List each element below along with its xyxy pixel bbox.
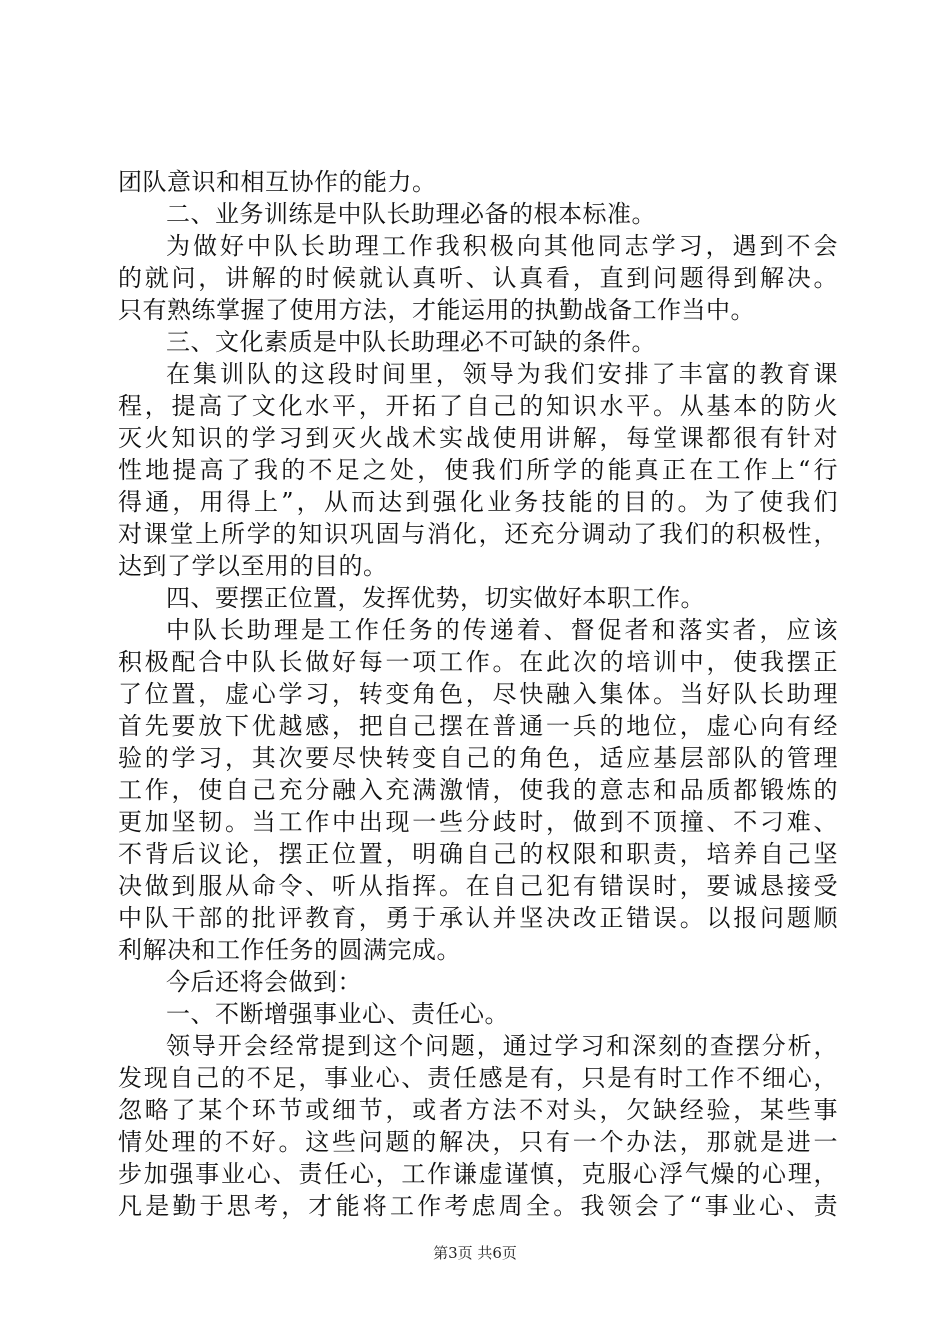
text-line: 验的学习，其次要尽快转变自己的角色，适应基层部队的管理 [118,744,838,772]
text-line: 凡是勤于思考，才能将工作考虑周全。我领会了“事业心、责 [118,1192,838,1220]
text-line: 领导开会经常提到这个问题，通过学习和深刻的查摆分析， [166,1032,838,1060]
text-line: 的就问，讲解的时候就认真听、认真看，直到问题得到解决。 [118,264,838,292]
section-heading: 三、文化素质是中队长助理必不可缺的条件。 [166,328,656,356]
text-line: 了位置，虚心学习，转变角色，尽快融入集体。当好队长助理 [118,680,838,708]
text-line: 利解决和工作任务的圆满完成。 [118,936,461,964]
text-line: 忽略了某个环节或细节，或者方法不对头，欠缺经验，某些事 [118,1096,838,1124]
text-line: 对课堂上所学的知识巩固与消化，还充分调动了我们的积极性， [118,520,838,548]
section-heading: 一、不断增强事业心、责任心。 [166,1000,509,1028]
text-line: 灭火知识的学习到灭火战术实战使用讲解，每堂课都很有针对 [118,424,838,452]
text-line: 程，提高了文化水平，开拓了自己的知识水平。从基本的防火 [118,392,838,420]
text-line: 团队意识和相互协作的能力。 [118,168,437,196]
text-line: 得通，用得上”，从而达到强化业务技能的目的。为了使我们 [118,488,838,516]
text-line: 工作，使自己充分融入充满激情，使我的意志和品质都锻炼的 [118,776,838,804]
text-line: 首先要放下优越感，把自己摆在普通一兵的地位，虚心向有经 [118,712,838,740]
text-line: 不背后议论，摆正位置，明确自己的权限和职责，培养自己坚 [118,840,838,868]
text-line: 步加强事业心、责任心，工作谦虚谨慎，克服心浮气燥的心理， [118,1160,838,1188]
text-line: 在集训队的这段时间里，领导为我们安排了丰富的教育课 [166,360,838,388]
text-line: 只有熟练掌握了使用方法，才能运用的执勤战备工作当中。 [118,296,755,324]
text-line: 情处理的不好。这些问题的解决，只有一个办法，那就是进一 [118,1128,838,1156]
page-footer: 第3页 共6页 [433,1244,517,1262]
text-line: 决做到服从命令、听从指挥。在自己犯有错误时，要诚恳接受 [118,872,838,900]
section-heading: 四、要摆正位置，发挥优势，切实做好本职工作。 [166,584,705,612]
text-line: 中队长助理是工作任务的传递着、督促者和落实者，应该 [166,616,838,644]
text-line: 更加坚韧。当工作中出现一些分歧时，做到不顶撞、不刁难、 [118,808,838,836]
text-line: 积极配合中队长做好每一项工作。在此次的培训中，使我摆正 [118,648,838,676]
section-heading: 二、业务训练是中队长助理必备的根本标准。 [166,200,656,228]
text-line: 发现自己的不足，事业心、责任感是有，只是有时工作不细心， [118,1064,838,1092]
text-line: 为做好中队长助理工作我积极向其他同志学习，遇到不会 [166,232,838,260]
text-line: 达到了学以至用的目的。 [118,552,388,580]
section-heading: 今后还将会做到： [166,968,362,996]
text-line: 性地提高了我的不足之处，使我们所学的能真正在工作上“行 [118,456,838,484]
text-line: 中队干部的批评教育，勇于承认并坚决改正错误。以报问题顺 [118,904,838,932]
body-text [118,166,838,1222]
